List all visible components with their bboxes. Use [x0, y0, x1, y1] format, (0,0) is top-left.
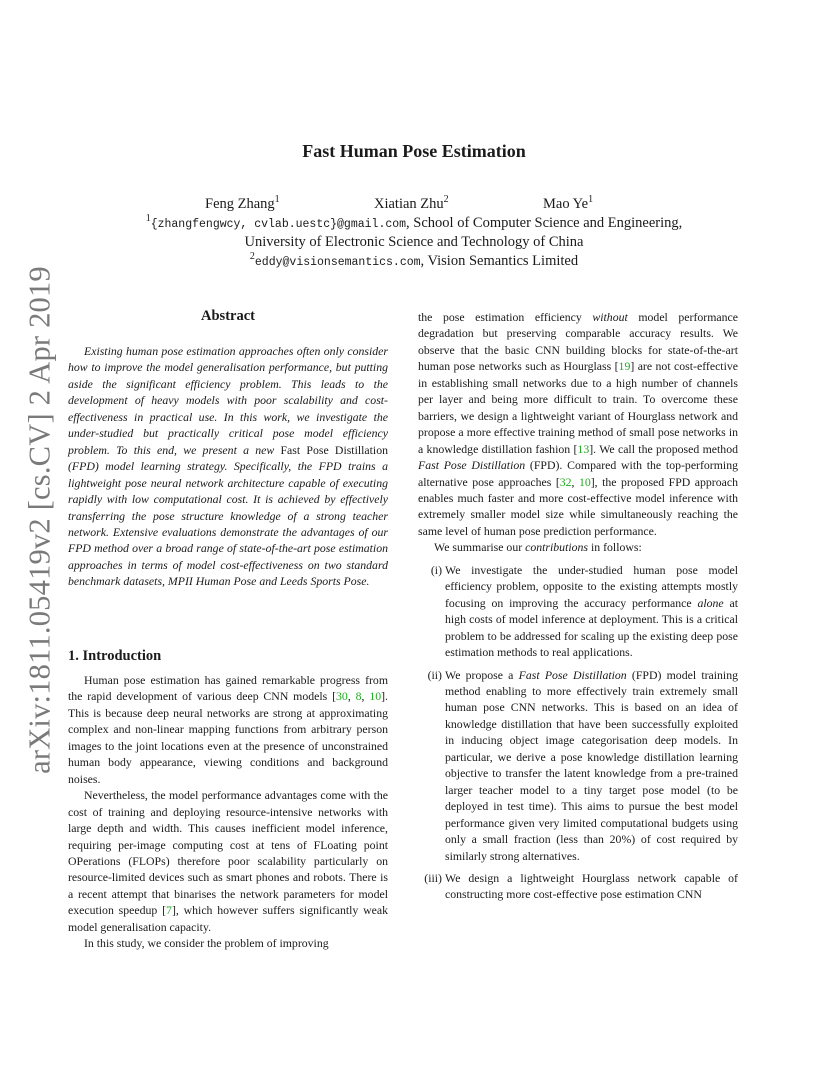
section-heading-introduction: 1. Introduction	[68, 648, 162, 664]
emphasis: alone	[697, 595, 724, 610]
text: ]. We call the proposed method	[589, 441, 738, 456]
abstract-text: (FPD) model learning strategy. Specifically, the FPD trains a lightweight pose neural network architecture capable of executing rapidly with low computational cost. It is achieved by effectively transferring the pose structure knowledge of a strong teacher network. Extensive evaluations demonstrate the advantages of our FPD method over a broad range of state-of-the-art pose estimation approaches in terms of model cost-effectiveness on two standard benchmark datasets, MPII Human Pose and Leeds Sports Pose.	[68, 459, 388, 589]
citation-link[interactable]: 8	[355, 689, 362, 704]
text: ], which however suffers significantly weak model generalisation capacity.	[68, 903, 389, 934]
affiliation-2	[0, 253, 828, 270]
citation-link[interactable]: 30	[336, 689, 348, 704]
contribution-item	[418, 667, 738, 864]
citation-link[interactable]: 32	[559, 474, 572, 489]
text: (FPD) model training method enabling to more effectively train extremely small human pose CNN networks. This is based on an idea of knowledge distillation that have been successfully exploited in inducing object image categorisation deep models. In particular, we derive a pose knowledge distillation learning objective to transfer the latent knowledge from a pre-trained larger teacher model to a tiny target pose model (to be deployed in test time). This aims to pursue the best model performance given very limited computational budgets using only a small fraction (less than 20%) of cost required by similarly strong alternatives.	[445, 667, 739, 863]
emphasis: contributions	[525, 540, 589, 555]
affiliation-1	[0, 215, 828, 232]
text: ], the proposed FPD approach enables much faster and more cost-effective model inference with extremely smaller model size while simultaneously reaching the same level of human pose prediction performance.	[418, 474, 738, 538]
arxiv-identifier: arXiv:1811.05419v2 [cs.CV] 2 Apr 2019	[22, 266, 57, 774]
text: Nevertheless, the model performance advantages come with the cost of training and deploying resource-intensive networks with large depth and width. This causes inefficient model inference, requiring per-image computing cost at tens of FLoating point OPerations (FLOPs) therefore poor scalability particularly on resource-limited devices such as smart phones and robots. There is a recent attempt that binarises the network parameters for model execution speedup [	[68, 788, 388, 918]
text: ]. This is because deep neural networks are strong at approximating complex and non-linear mapping functions from arbitrary person images to the joint locations even at the presence of unconstrained human body appearance, viewing conditions and background noises.	[68, 689, 388, 786]
contribution-item	[418, 870, 738, 903]
text: We investigate the under-studied human pose model efficiency problem, opposite to the existing attempts mostly focusing on improving the accuracy performance	[445, 562, 738, 610]
affil-text: , Vision Semantics Limited	[420, 253, 579, 269]
item-number: (i)	[430, 562, 442, 577]
author-1	[205, 196, 280, 213]
text: (FPD). Compared with the top-performing alternative pose approaches [	[418, 458, 738, 489]
affiliation-1-line-2: University of Electronic Science and Technology of China	[244, 234, 584, 250]
author-affil-mark: 2	[443, 194, 449, 206]
citation-link[interactable]: 13	[577, 441, 590, 456]
email-link[interactable]: {zhangfengwcy, cvlab.uestc}@gmail.com	[150, 218, 407, 231]
author-2	[374, 196, 449, 213]
citation-link[interactable]: 10	[578, 474, 591, 489]
abstract-method-name: Fast Pose Distillation	[280, 442, 389, 457]
affil-text: , School of Computer Science and Engineering,	[406, 215, 683, 231]
author-name: Mao Ye	[543, 196, 589, 212]
text: We propose a	[445, 667, 519, 682]
introduction-body	[68, 672, 388, 952]
text: Human pose estimation has gained remarkable progress from the rapid development of various deep CNN models [	[68, 673, 388, 704]
author-name: Feng Zhang	[205, 196, 275, 212]
text: at high costs of model inference at deployment. This is a critical problem to be addressed for scaling up the existing deep pose estimation methods to real applications.	[445, 595, 738, 660]
item-number: (ii)	[427, 667, 442, 682]
item-number: (iii)	[424, 870, 442, 885]
email-link[interactable]: eddy@visionsemantics.com	[254, 256, 421, 269]
text: model performance degradation but preserving comparable accuracy results. We observe that the basic CNN building blocks for state-of-the-art human pose networks such as Hourglass [	[418, 310, 738, 374]
right-column-body	[418, 309, 738, 903]
author-affil-mark: 1	[274, 194, 280, 206]
text: ] are not cost-effective in establishing small networks due to a high number of channels per layer and being more difficult to train. To overcome these barriers, we design a lightweight variant of Hourglass network and propose a more effective training method of small pose networks in a knowledge distillation fashion [	[418, 359, 738, 456]
abstract-heading: Abstract	[201, 308, 255, 324]
author-affil-mark: 1	[588, 194, 594, 206]
abstract-text: Existing human pose estimation approaches often only consider how to improve the model generalisation performance, but putting aside the significant efficiency problem. This leads to the development of heavy models with poor scalability and cost-effectiveness in practical use. In this work, we investigate the under-studied but practically critical pose model efficiency problem. To this end, we present a new	[68, 344, 388, 457]
paragraph: Human pose estimation has gained remarkable progress from the rapid development of various deep CNN models [30, 8, 10]. This is because deep neural networks are strong at approximating complex and non-linear mapping functions from arbitrary person images to the joint locations even at the presence of unconstrained human body appearance, viewing conditions and background noises.	[68, 673, 388, 786]
paragraph	[68, 787, 388, 935]
text: We summarise our	[434, 540, 526, 555]
emphasis: Fast Pose Distillation	[418, 458, 526, 473]
citation-link[interactable]: 19	[618, 359, 631, 374]
citation-link[interactable]: 10	[369, 689, 382, 704]
emphasis: Fast Pose Distillation	[518, 667, 627, 682]
citation-link[interactable]: 7	[166, 903, 172, 918]
text: in follows:	[588, 540, 642, 555]
paragraph	[418, 539, 738, 555]
affil-mark: 1	[145, 213, 151, 225]
abstract-body	[68, 343, 388, 590]
author-name: Xiatian Zhu	[374, 196, 444, 212]
affil-mark: 2	[249, 251, 255, 263]
contribution-item	[418, 562, 738, 661]
text: the pose estimation efficiency	[418, 310, 593, 324]
paragraph: the pose estimation efficiency without model performance degradation but preserving comparable accuracy results. We observe that the basic CNN building blocks for state-of-the-art human pose networks such as Hourglass [19] are not cost-effective in establishing small networks due to a high number of channels per layer and being more difficult to train. To overcome these barriers, we design a lightweight variant of Hourglass network and propose a more effective training method of small pose networks in a knowledge distillation fashion [13]. We call the proposed method Fast Pose Distillation (FPD). Compared with the top-performing alternative pose approaches [32, 10], the proposed FPD approach enables much faster and more cost-effective model inference with extremely smaller model size while simultaneously reaching the same level of human pose prediction performance.	[418, 310, 738, 538]
author-3	[543, 196, 593, 213]
paragraph: In this study, we consider the problem of improving	[84, 936, 329, 951]
text: We design a lightweight Hourglass network capable of constructing more cost-effective pose estimation CNN	[445, 870, 738, 902]
emphasis: without	[592, 310, 628, 324]
paper-title: Fast Human Pose Estimation	[302, 141, 526, 161]
